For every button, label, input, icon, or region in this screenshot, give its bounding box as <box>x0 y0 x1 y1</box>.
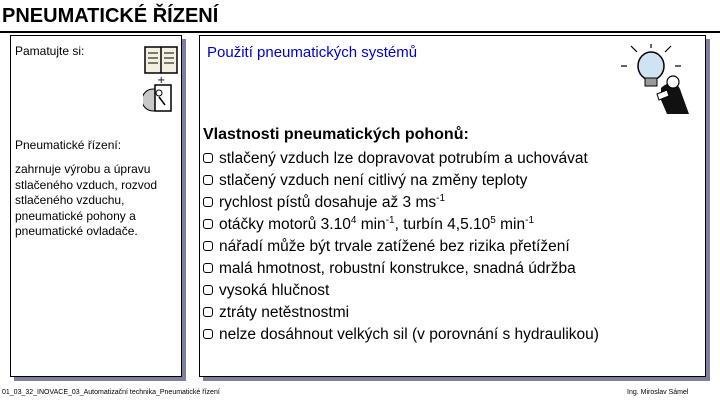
footer-author: Ing. Miroslav Sámel <box>627 389 689 396</box>
checkbox-bullet-icon <box>203 175 213 185</box>
checkbox-bullet-icon <box>203 197 213 207</box>
list-item: stlačený vzduch lze dopravovat potrubím a uchovávat <box>203 148 599 170</box>
lightbulb-icon <box>617 44 697 116</box>
list-item: stlačený vzduch není citlivý na změny teploty <box>203 170 599 192</box>
list-item: nelze dosáhnout velkých sil (v porovnání s hydraulikou) <box>203 324 599 346</box>
properties-title: Vlastnosti pneumatických pohonů: <box>203 126 469 143</box>
properties-list <box>203 148 599 346</box>
list-item: rychlost pístů dosahuje až 3 $ms^{-1}$ <box>203 192 599 214</box>
title-underline <box>0 31 720 33</box>
footer-left: 01_03_32_INOVACE_03_Automatizační technika_Pneumatické řízení <box>2 389 220 396</box>
left-subtitle: Pneumatické řízení: <box>15 138 122 152</box>
list-item: otáčky motorů 3.10$^4$ $\min^{-1}$, turbín 4,5.10$^5$ $\min^{-1}$ <box>203 214 599 236</box>
list-item: malá hmotnost, robustní konstrukce, snadná údržba <box>203 258 599 280</box>
checkbox-bullet-icon <box>203 219 213 229</box>
list-item: vysoká hlučnost <box>203 280 599 302</box>
list-item: ztráty netěstnostmi <box>203 302 599 324</box>
list-item: nářadí může být trvale zatížené bez rizika přetížení <box>203 236 599 258</box>
right-heading: Použití pneumatických systémů <box>207 44 418 61</box>
checkbox-bullet-icon <box>203 329 213 339</box>
book-icon <box>143 45 179 117</box>
svg-text:+: + <box>157 75 166 86</box>
checkbox-bullet-icon <box>203 153 213 163</box>
checkbox-bullet-icon <box>203 285 213 295</box>
remember-label: Pamatujte si: <box>15 44 85 58</box>
checkbox-bullet-icon <box>203 307 213 317</box>
slide-title: PNEUMATICKÉ ŘÍZENÍ <box>2 5 219 27</box>
checkbox-bullet-icon <box>203 263 213 273</box>
checkbox-bullet-icon <box>203 241 213 251</box>
left-body-text: zahrnuje výrobu a úpravu stlačeného vzduch, rozvod stlačeného vzduchu, pneumatické pohony a pneumatické ovladače. <box>15 162 158 238</box>
